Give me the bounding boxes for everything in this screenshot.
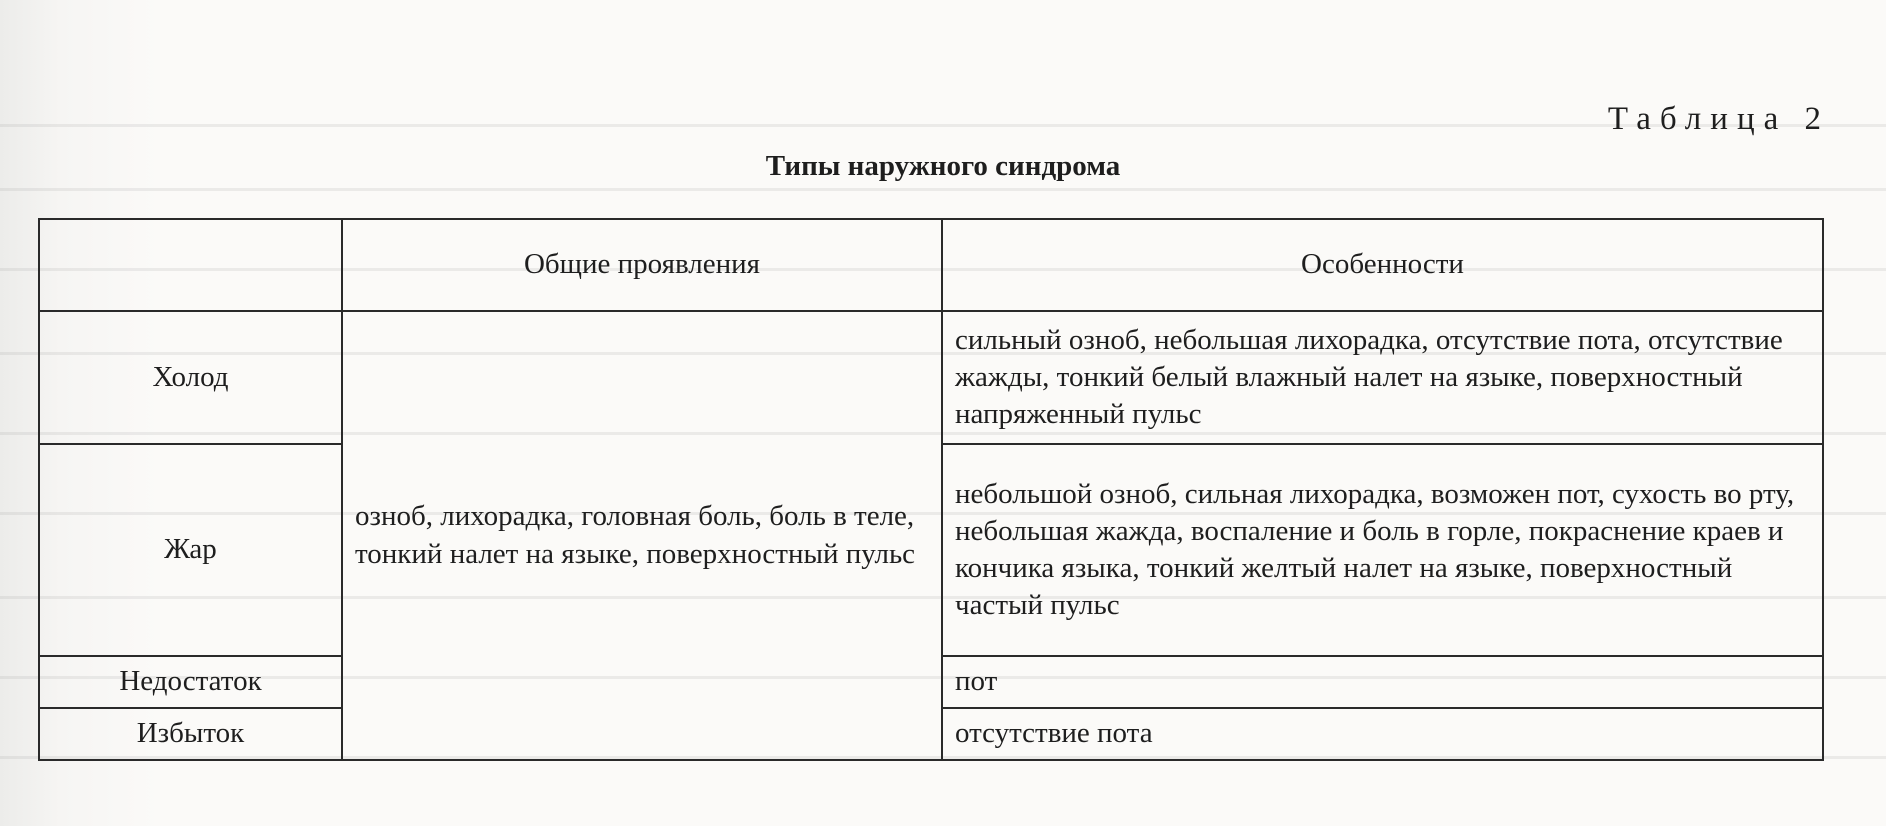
- type-cell-cold: Холод: [39, 311, 342, 444]
- features-cell-excess: отсутствие пота: [942, 708, 1823, 760]
- header-features: Особенности: [942, 219, 1823, 311]
- header-type: [39, 219, 342, 311]
- table-row-cold: [39, 311, 1823, 444]
- type-cell-deficiency: Недостаток: [39, 656, 342, 708]
- features-cell-deficiency: пот: [942, 656, 1823, 708]
- table-caption: Типы наружного синдрома: [765, 150, 1121, 182]
- bleed-through-line: [0, 188, 1886, 191]
- header-common: Общие проявления: [342, 219, 942, 311]
- table-header-row: [39, 219, 1823, 311]
- type-cell-excess: Избыток: [39, 708, 342, 760]
- table-number-label: Таблица 2: [1607, 101, 1830, 137]
- features-cell-heat: небольшой озноб, сильная лихорадка, возможен пот, сухость во рту, небольшая жажда, воспаление и боль в горле, покраснение краев и кончика языка, тонкий желтый налет на языке, поверхностный частый пульс: [942, 444, 1823, 656]
- type-cell-heat: Жар: [39, 444, 342, 656]
- common-manifestations-cell: озноб, лихорадка, головная боль, боль в теле, тонкий налет на языке, поверхностный пульс: [342, 311, 942, 760]
- syndrome-table: [38, 218, 1824, 761]
- bleed-through-line: [0, 124, 1886, 127]
- features-cell-cold: сильный озноб, небольшая лихорадка, отсутствие пота, отсутствие жажды, тонкий белый влажный налет на языке, поверхностный напряженный пульс: [942, 311, 1823, 444]
